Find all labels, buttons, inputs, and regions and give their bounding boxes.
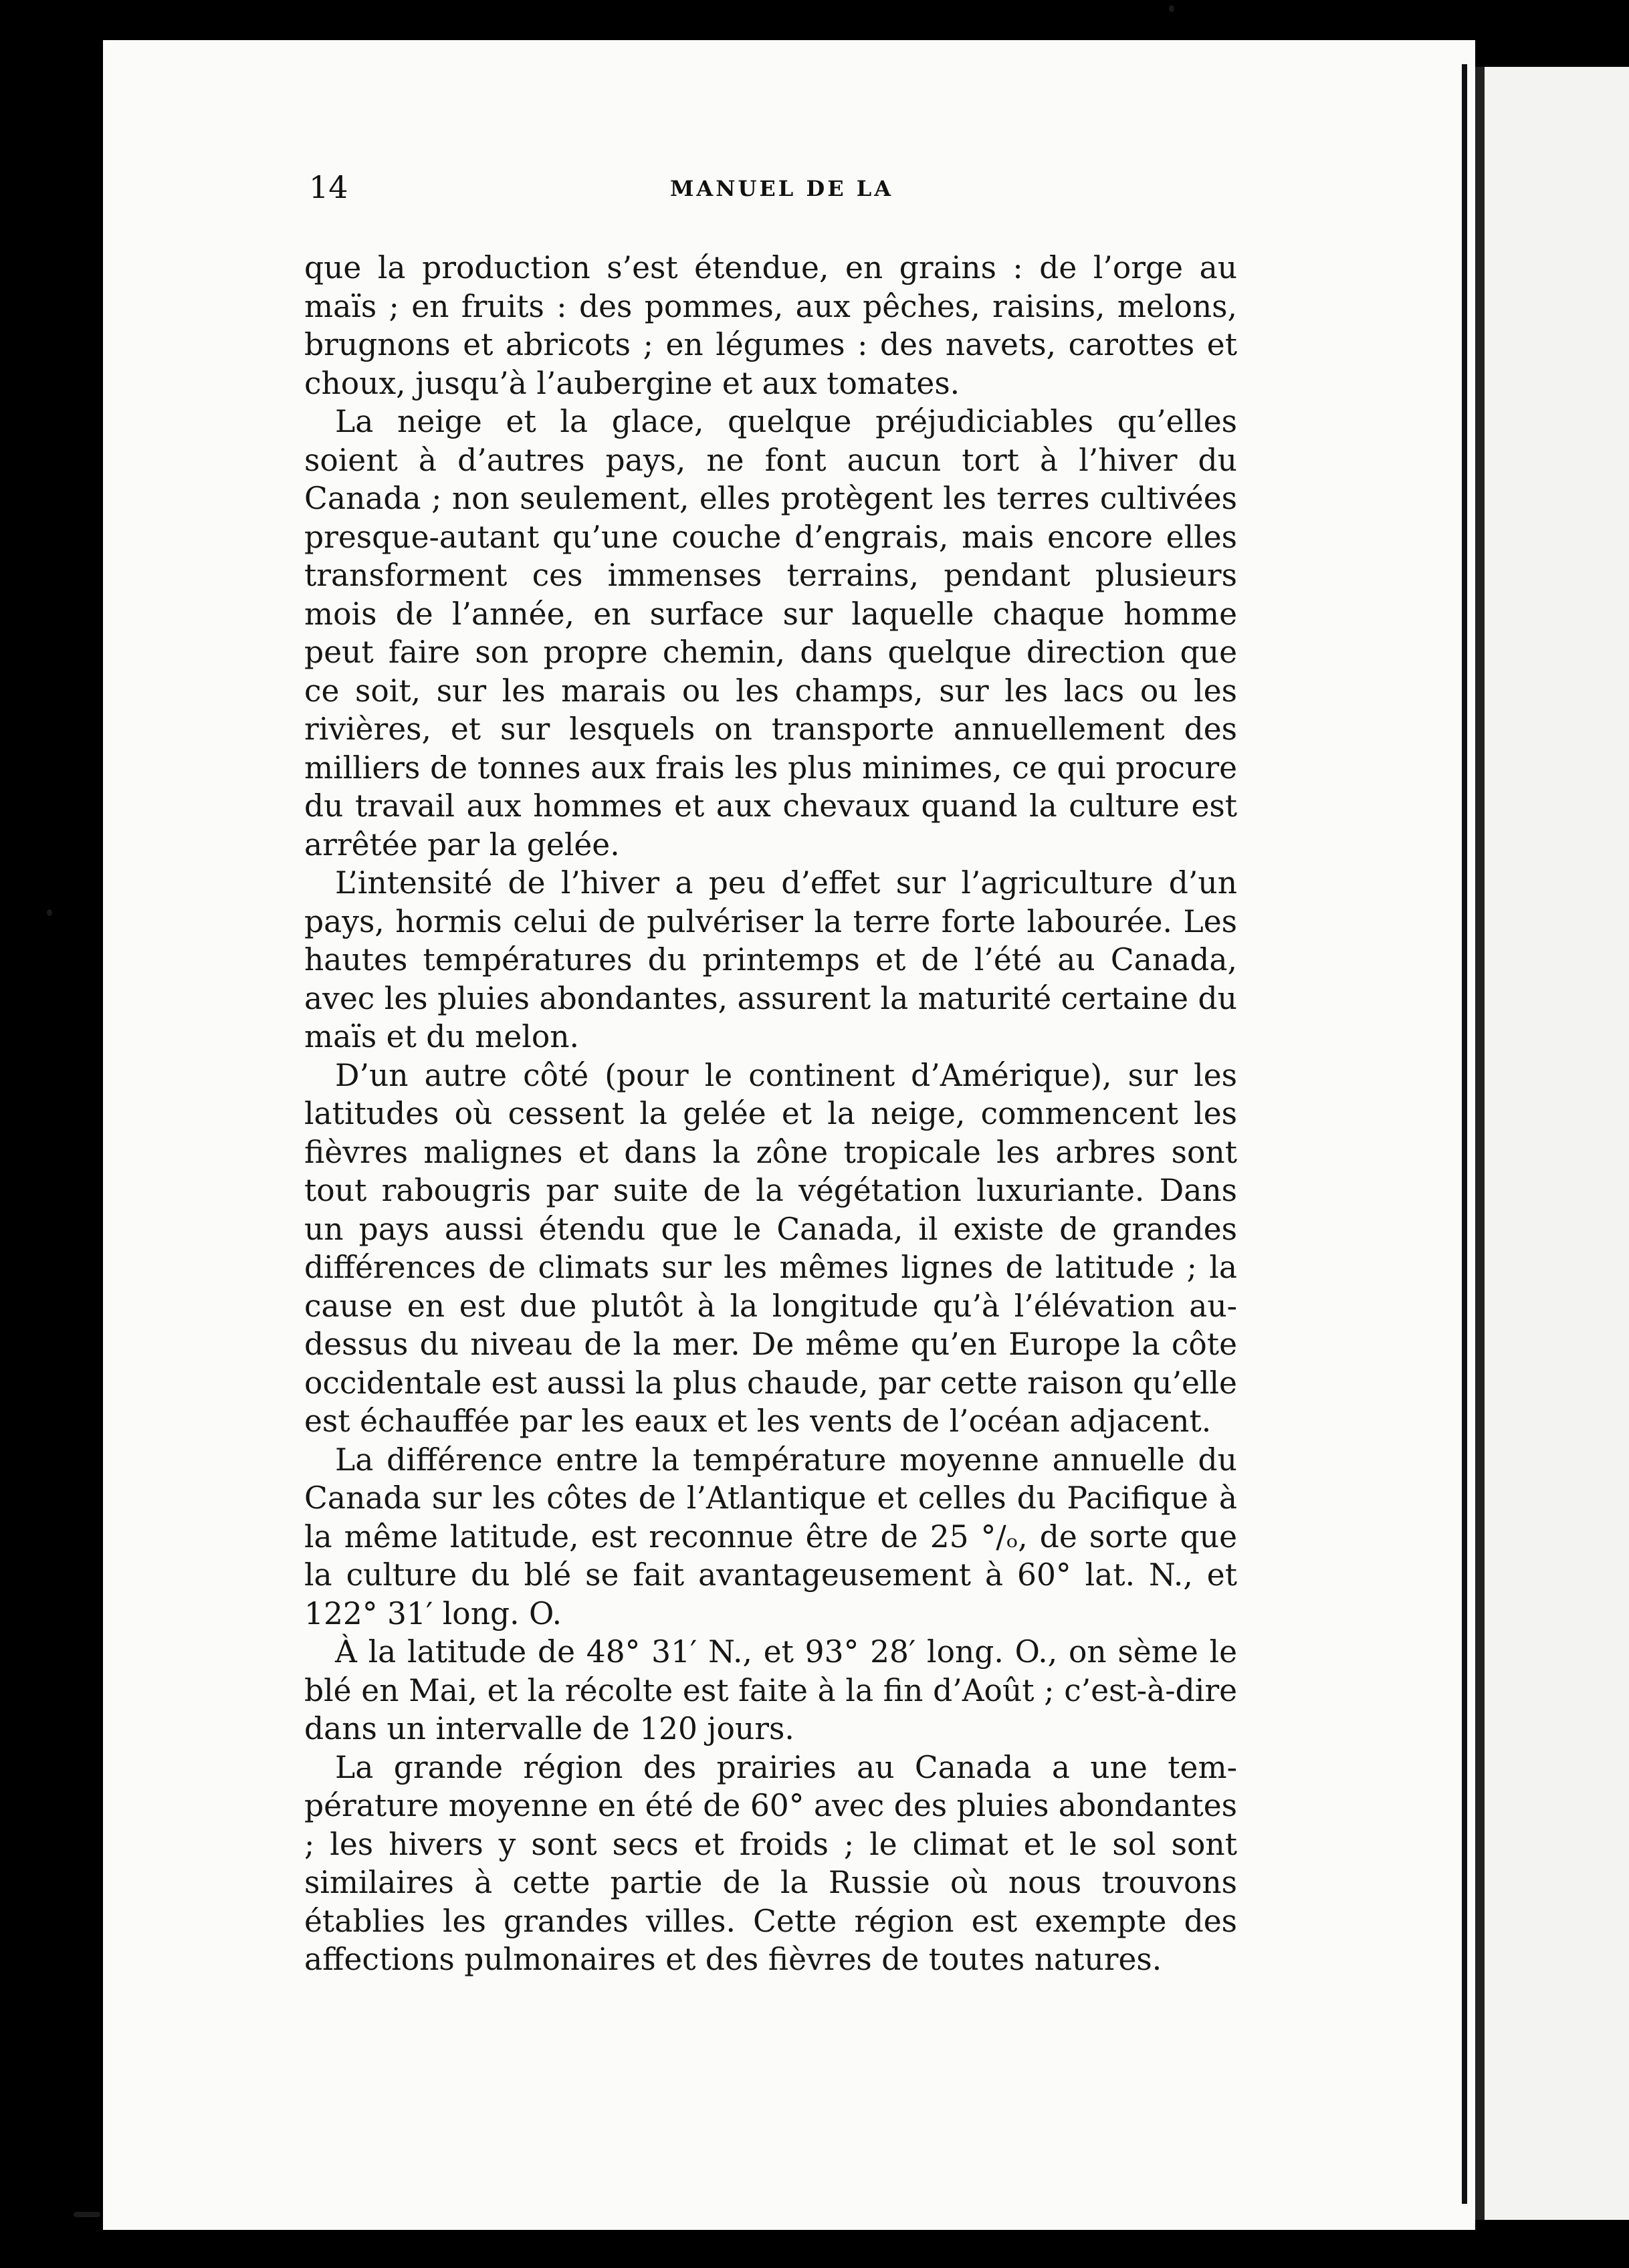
page-header	[309, 167, 1232, 207]
page-number: 14	[309, 169, 348, 205]
paragraph-6: À la latitude de 48° 31′ N., et 93° 28′ long. O., on sème le blé en Mai, et la récolte est faite à la fin d’Août ; c’est-à-dire dans un intervalle de 120 jours.	[304, 1634, 1237, 1746]
scan-speck	[47, 909, 52, 916]
scan-speck	[74, 2212, 100, 2217]
running-head: MANUEL DE LA	[670, 176, 894, 201]
page-gutter-shadow	[1462, 64, 1467, 2204]
body-text	[304, 249, 1237, 1979]
paragraph-7: La grande région des prairies au Canada a une température moyenne en été de 60° avec des pluies abondantes ; les hivers y sont secs et froids ; le climat et le sol sont similaires à cette partie de la Russie où nous trouvons établies les grandes villes. Cette région est exempte des affections pulmonaires et des fièvres de toutes natures.	[304, 1749, 1237, 1977]
scan-speck	[1169, 5, 1174, 12]
paragraph-2: La neige et la glace, quelque préjudiciables qu’elles soient à d’autres pays, ne font aucun tort à l’hiver du Canada ; non seulement, elles protègent les terres cultivées presque-autant qu’une couche d’engrais, mais encore elles transforment ces immenses terrains, pendant plusieurs mois de l’année, en surface sur laquelle chaque homme peut faire son propre chemin, dans quelque direction que ce soit, sur les marais ou les champs, sur les lacs ou les rivières, et sur lesquels on transporte annuellement des milliers de tonnes aux frais les plus minimes, ce qui procure du travail aux hommes et aux chevaux quand la culture est arrêtée par la gelée.	[304, 404, 1237, 863]
facing-page-edge	[1475, 67, 1629, 2220]
paragraph-4: D’un autre côté (pour le continent d’Amérique), sur les latitudes où cessent la gelée et la neige, commencent les fièvres malignes et dans la zône tropicale les arbres sont tout rabougris par suite de la végétation luxuriante. Dans un pays aussi étendu que le Canada, il existe de grandes différences de climats sur les mêmes lignes de latitude ; la cause en est due plutôt à la longitude qu’à l’élévation au-dessus du niveau de la mer. De même qu’en Europe la côte occidentale est aussi la plus chaude, par cette raison qu’elle est échauffée par les eaux et les vents de l’océan adjacent.	[304, 1057, 1237, 1439]
paragraph-3: L’intensité de l’hiver a peu d’effet sur l’agriculture d’un pays, hormis celui de pulvériser la terre forte labourée. Les hautes températures du printemps et de l’été au Canada, avec les pluies abondantes, assurent la maturité certaine du maïs et du melon.	[304, 865, 1237, 1054]
paragraph-5: La différence entre la température moyenne annuelle du Canada sur les côtes de l’Atlantique et celles du Pacifique à la même latitude, est reconnue être de 25 °/ₒ, de sorte que la culture du blé se fait avantageusement à 60° lat. N., et 122° 31′ long. O.	[304, 1442, 1237, 1631]
facing-page-border	[1475, 67, 1485, 2220]
paragraph-1: que la production s’est étendue, en grains : de l’orge au maïs ; en fruits : des pommes, aux pêches, raisins, melons, brugnons et abricots ; en légumes : des navets, carottes et choux, jusqu’à l’aubergine et aux tomates.	[304, 250, 1237, 401]
